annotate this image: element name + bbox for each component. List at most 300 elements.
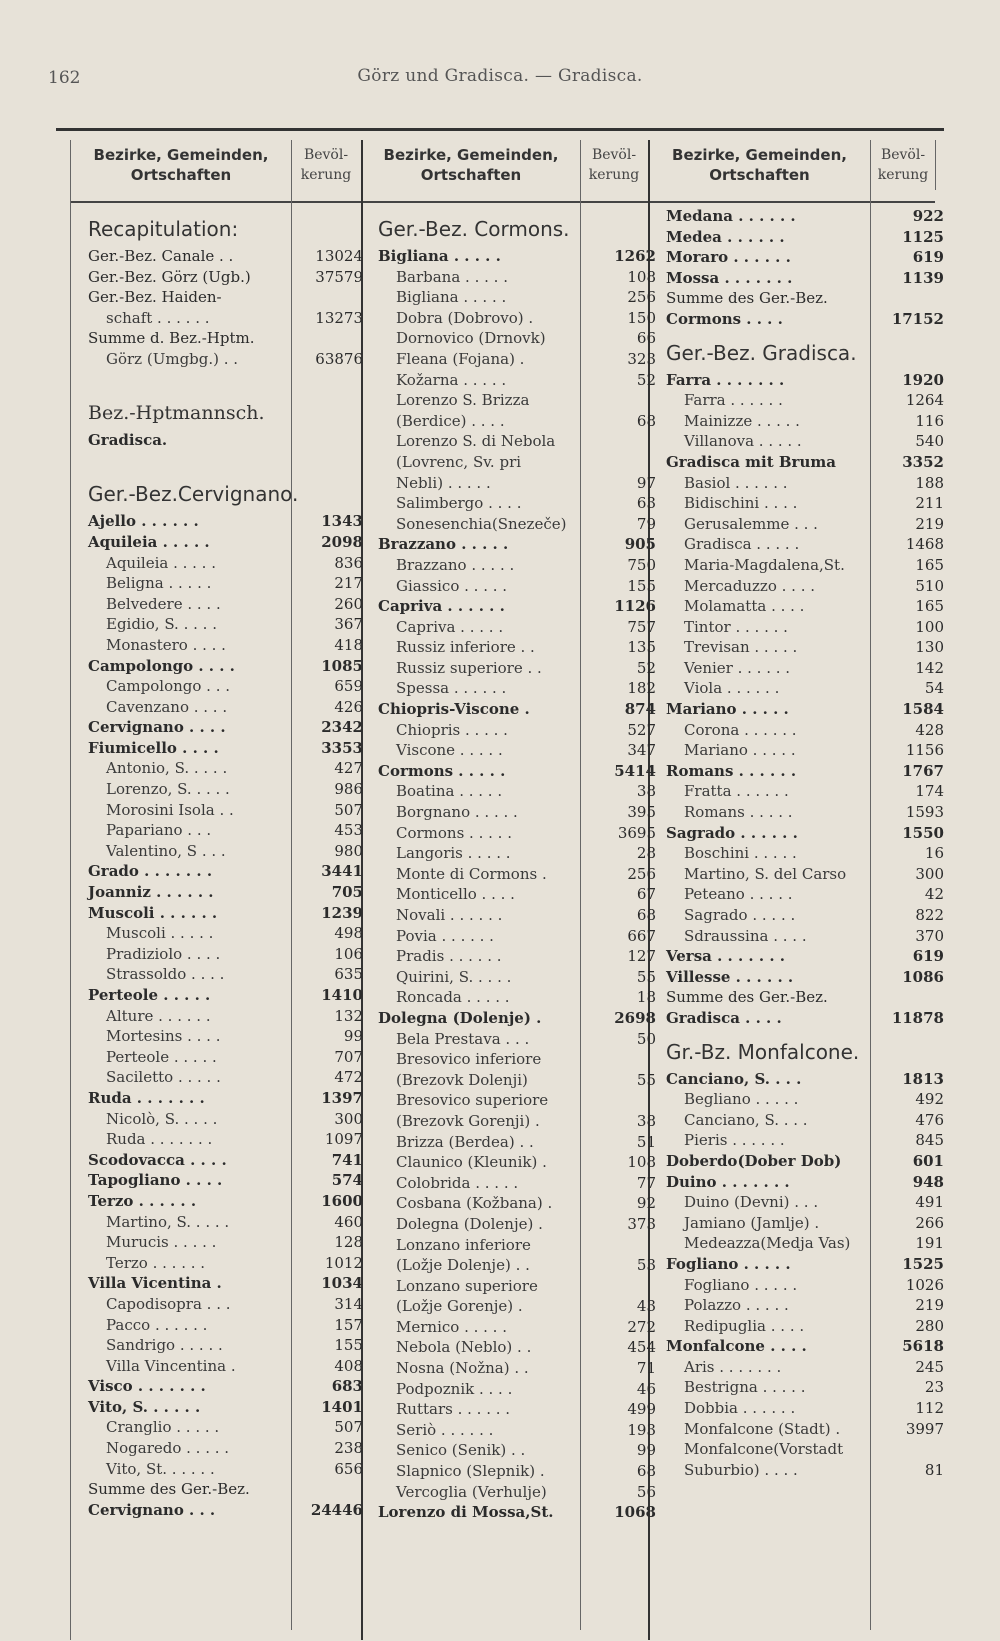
place-name: Langoris . . . . . [396,844,511,863]
locality-row [666,637,944,658]
place-name: (Ložje Dolenje) . . [396,1256,530,1275]
header-label: Bevöl- kerung [588,147,640,183]
locality-row [378,473,656,494]
place-name: Novali . . . . . . [396,906,503,924]
column-rule [935,140,936,190]
population-value: 174 [915,782,944,801]
population-value: 667 [627,926,656,945]
locality-row [378,493,656,514]
place-name: Monte di Cormons . [396,864,547,883]
place-name: Beligna . . . . . [106,574,212,593]
population-value: 1600 [321,1191,363,1210]
population-value: 705 [331,883,363,902]
locality-row [378,1461,656,1482]
table-row [666,288,944,309]
section-heading [666,1029,944,1069]
locality-row [378,1235,656,1256]
population-value: 1264 [905,391,944,410]
population-value: 314 [334,1294,363,1313]
place-name: Dobra (Dobrovo) . [396,308,534,327]
population-value: 54 [924,679,944,698]
place-name: Monfalcone (Stadt) . [684,1419,841,1438]
place-name: Gerusalemme . . . [684,514,818,533]
place-name: Chiopris . . . . . [396,720,508,739]
locality-row [666,555,944,576]
locality-row [378,1296,656,1317]
locality-row [88,820,363,841]
place-name: Dornovico (Drnovk) [396,329,546,348]
locality-row [88,923,363,944]
place-name: Ruttars . . . . . . [396,1400,511,1419]
locality-row [378,1482,656,1503]
locality-row [88,1417,363,1438]
population-value: 63 [636,494,656,513]
place-name: Antonio, S. . . . . [106,759,228,778]
population-value: 92 [636,1194,656,1213]
population-value: 367 [334,615,363,634]
population-value: 472 [334,1068,363,1087]
place-name: Görz (Umgbg.) . . [106,349,239,368]
population-value: 16 [924,844,944,863]
population-value: 498 [334,924,363,943]
locality-row [378,308,656,329]
place-name: Monfalcone(Vorstadt [684,1440,844,1459]
place-name: Lorenzo di Mossa,St. [378,1503,554,1522]
population-value: 211 [915,494,944,513]
locality-row [378,987,656,1008]
population-value: 476 [915,1110,944,1129]
place-name: Mercaduzzo . . . . [684,576,815,595]
place-name: Medana . . . . . . [666,207,796,225]
commune-row [88,717,363,738]
population-value: 1468 [905,535,944,554]
population-value: 373 [627,1214,656,1233]
locality-row [666,740,944,761]
population-value: 132 [334,1006,363,1025]
place-name: Tintor . . . . . . [684,617,788,636]
population-value: 3352 [902,452,944,471]
population-value: 1068 [614,1503,656,1522]
place-name: Gr.-Bz. Monfalcone. [666,1039,860,1064]
population-value: 191 [915,1234,944,1253]
place-name: Brizza (Berdea) . . [396,1132,534,1151]
locality-row [378,267,656,288]
population-value: 1593 [905,803,944,822]
population-value: 619 [912,947,944,966]
commune-row [88,511,363,532]
commune-row [666,946,944,967]
locality-row [378,802,656,823]
place-name: Lorenzo S. di Nebola [396,432,556,451]
place-name: Suburbio) . . . . [684,1460,798,1479]
locality-row [378,390,656,411]
population-value: 52 [636,658,656,677]
population-value: 741 [331,1150,363,1169]
commune-row [88,1170,363,1191]
commune-row [88,430,363,451]
locality-row [88,1109,363,1130]
population-value: 1097 [324,1130,363,1149]
population-value: 527 [627,720,656,739]
place-name: Sagrado . . . . . [684,906,796,924]
place-name: Cranglio . . . . . [106,1418,220,1437]
place-name: Campolongo . . . [106,677,231,696]
place-name: Vito, St. . . . . . [106,1459,215,1478]
place-name: Tapogliano . . . . [88,1171,223,1190]
population-value: 418 [334,635,363,654]
locality-row [378,946,656,967]
locality-row [666,1419,944,1440]
place-name: Canciano, S. . . . [684,1110,808,1129]
place-name: (Berdice) . . . . [396,411,505,430]
population-value: 1034 [321,1274,363,1293]
place-name: Summe d. Bez.-Hptm. [88,329,255,348]
population-value: 46 [636,1379,656,1398]
locality-row [88,349,363,370]
place-name: Saciletto . . . . . [106,1068,221,1087]
place-name: Bigliana . . . . . [396,288,507,307]
population-value: 1410 [321,986,363,1004]
table-row [88,287,363,308]
commune-row [378,1502,656,1523]
place-name: Boschini . . . . . [684,844,797,863]
place-name: Gradisca mit Bruma [666,452,836,471]
locality-row [666,1357,944,1378]
population-value: 3441 [321,862,363,881]
spacer [88,451,363,472]
commune-row [88,656,363,677]
place-name: (Brezovk Gorenji) . [396,1111,540,1130]
place-name: Dobbia . . . . . . [684,1399,796,1418]
commune-row [88,1191,363,1212]
place-name: Bidischini . . . . [684,494,798,513]
header-label: Bezirke, Gemeinden, Ortschaften [93,146,269,184]
place-name: Podpoznik . . . . [396,1379,513,1398]
commune-row [666,699,944,720]
place-name: Monastero . . . . [106,635,226,654]
locality-row [88,964,363,985]
commune-row [666,309,944,330]
population-value: 13024 [315,247,363,265]
locality-row [378,617,656,638]
population-value: 822 [915,906,944,924]
population-value: 77 [636,1173,656,1192]
place-name: Vercoglia (Verhulje) [396,1482,547,1501]
locality-row [378,678,656,699]
section-heading [88,206,363,246]
commune-row [378,1008,656,1029]
locality-row [378,1070,656,1091]
population-value: 108 [627,267,656,286]
place-name: Senico (Senik) . . [396,1441,526,1460]
population-value: 1012 [324,1253,363,1272]
commune-row [666,247,944,268]
place-name: Belvedere . . . . [106,594,221,613]
population-value: 266 [915,1213,944,1232]
place-name: Viscone . . . . . [396,741,503,760]
population-value: 1139 [902,268,944,287]
place-name: Trevisan . . . . . [684,638,798,657]
locality-row [88,1438,363,1459]
population-value: 97 [636,473,656,492]
locality-row [378,1090,656,1111]
population-value: 347 [627,741,656,760]
locality-row [666,802,944,823]
locality-row [88,1253,363,1274]
locality-row [378,349,656,370]
population-value: 127 [627,947,656,966]
place-name: Visco . . . . . . . [88,1377,206,1396]
population-value: 155 [334,1336,363,1355]
spacer [88,370,363,391]
population-value: 42 [924,885,944,904]
table-row [88,1479,363,1500]
place-name: Basiol . . . . . . [684,473,788,492]
population-value: 99 [343,1027,363,1046]
locality-row [88,573,363,594]
place-name: Duino . . . . . . . [666,1172,790,1191]
section-heading [378,206,656,246]
population-value: 491 [915,1193,944,1212]
place-name: Barbana . . . . . [396,267,508,286]
population-value: 874 [624,700,656,719]
place-name: Pacco . . . . . . [106,1315,208,1334]
place-name: Molamatta . . . . [684,597,805,616]
place-name: Doberdo(Dober Dob) [666,1151,842,1170]
population-value: 81 [924,1460,944,1479]
locality-row [378,514,656,535]
population-value: 106 [334,944,363,963]
population-value: 165 [915,597,944,616]
population-value: 1086 [902,967,944,986]
commune-row [88,532,363,553]
place-name: Ger.-Bez. Canale . . [88,247,234,265]
place-name: Ajello . . . . . . [88,512,199,531]
place-name: Venier . . . . . . [684,658,791,677]
place-name: Giassico . . . . . [396,576,508,595]
place-name: Corona . . . . . . [684,720,797,739]
population-value: 659 [334,677,363,696]
population-value: 427 [334,759,363,778]
commune-row [666,967,944,988]
place-name: Villa Vincentina . [106,1356,236,1375]
place-name: Bela Prestava . . . [396,1029,530,1048]
population-value: 922 [912,207,944,225]
locality-row [378,1214,656,1235]
place-name: Joanniz . . . . . . [88,883,214,902]
place-name: Redipuglia . . . . [684,1316,805,1335]
population-value: 1343 [321,512,363,531]
population-value: 38 [636,1111,656,1130]
header-label: Bezirke, Gemeinden, Ortschaften [672,146,847,184]
place-name: Cervignano . . . [88,1500,216,1519]
place-name: Vito, S. . . . . . [88,1397,201,1416]
commune-row [378,534,656,555]
place-name: Martino, S. . . . . [106,1212,230,1231]
locality-row [88,1047,363,1068]
place-name: (Brezovk Dolenji) [396,1070,528,1089]
locality-row [666,576,944,597]
locality-row [666,678,944,699]
place-name: Cormons . . . . . [396,823,512,842]
locality-row [666,1377,944,1398]
place-name: Bigliana . . . . . [378,247,501,265]
place-name: Lorenzo S. Brizza [396,391,530,410]
place-name: Ger.-Bez. Görz (Ugb.) [88,267,251,286]
population-value: 188 [915,473,944,492]
place-name: Monfalcone . . . . [666,1337,807,1356]
locality-row [378,1049,656,1070]
locality-row [666,1110,944,1131]
column-rule [70,140,71,1640]
commune-row [88,882,363,903]
place-name: Egidio, S. . . . . [106,615,217,634]
locality-row [88,1026,363,1047]
commune-row [666,206,944,227]
commune-row [88,1500,363,1521]
locality-row [378,967,656,988]
locality-row [378,431,656,452]
population-value: 193 [627,1420,656,1439]
locality-row [378,1193,656,1214]
locality-row [666,1275,944,1296]
population-value: 948 [912,1172,944,1191]
population-value: 395 [627,803,656,822]
place-name: Nebli) . . . . . [396,473,491,492]
locality-row [378,1379,656,1400]
column-header-3 [650,145,869,185]
locality-row [378,1029,656,1050]
population-value: 1085 [321,656,363,675]
place-name: Muscoli . . . . . [106,924,214,943]
commune-row [666,761,944,782]
place-name: Bestrigna . . . . . [684,1378,806,1397]
population-value: 656 [334,1459,363,1478]
locality-row [666,534,944,555]
table-row [88,246,363,267]
commune-row [666,1069,944,1090]
population-value: 219 [915,1296,944,1315]
population-value: 37579 [315,267,363,286]
population-value: 219 [915,514,944,533]
locality-row [88,676,363,697]
place-name: Nicolò, S. . . . . [106,1109,218,1128]
place-name: Chiopris-Viscone . [378,700,530,719]
header-rule [70,201,935,203]
column-header-1 [72,145,290,185]
place-name: Ger.-Bez.Cervignano. [88,482,299,507]
place-name: Terzo . . . . . . [106,1253,206,1272]
population-value: 454 [627,1338,656,1357]
locality-row [666,884,944,905]
locality-row [88,1212,363,1233]
locality-row [666,864,944,885]
population-header-2 [581,145,647,185]
population-value: 182 [627,679,656,698]
population-value: 3997 [905,1419,944,1438]
locality-row [378,1440,656,1461]
place-name: Peteano . . . . . [684,885,793,904]
population-value: 1026 [905,1275,944,1294]
population-value: 1262 [614,247,656,265]
place-name: Murucis . . . . . [106,1233,217,1252]
locality-row [88,1129,363,1150]
population-value: 272 [627,1317,656,1336]
locality-row [88,553,363,574]
locality-row [666,493,944,514]
place-name: Mariano . . . . . [684,741,796,760]
population-value: 507 [334,1418,363,1437]
locality-row [378,287,656,308]
population-value: 217 [334,574,363,593]
column-2 [378,206,656,1523]
locality-row [378,328,656,349]
population-value: 5414 [614,761,656,780]
population-value: 683 [331,1377,363,1396]
place-name: Monticello . . . . [396,885,515,904]
locality-row [666,431,944,452]
population-value: 23 [924,1378,944,1397]
place-name: Bez.-Hptmannsch. [88,402,265,425]
place-name: Muscoli . . . . . . [88,903,218,922]
population-value: 499 [627,1400,656,1419]
locality-row [88,1294,363,1315]
population-value: 836 [334,553,363,572]
locality-row [666,1295,944,1316]
place-name: Capriva . . . . . [396,617,504,636]
place-name: Duino (Devni) . . . [684,1193,819,1212]
place-name: Nogaredo . . . . . [106,1439,230,1458]
place-name: Cavenzano . . . . [106,697,228,716]
place-name: Mernico . . . . . [396,1317,507,1336]
locality-row [88,1356,363,1377]
commune-row [88,738,363,759]
page-number: 162 [48,68,81,88]
place-name: Aris . . . . . . . [684,1357,782,1376]
population-value: 11878 [891,1008,944,1027]
place-name: Seriò . . . . . . [396,1420,494,1439]
locality-row [666,1192,944,1213]
place-name: Fratta . . . . . . [684,782,789,801]
section-heading [666,330,944,370]
place-name: Ruda . . . . . . . [106,1130,213,1149]
locality-row [88,800,363,821]
section-heading [88,390,363,430]
commune-row [666,1254,944,1275]
locality-row [378,452,656,473]
locality-row [378,1420,656,1441]
population-value: 619 [912,248,944,267]
place-name: Pradiziolo . . . . [106,944,221,963]
population-value: 52 [636,370,656,389]
locality-row [666,617,944,638]
population-value: 1767 [902,761,944,780]
place-name: Aquileia . . . . . [106,553,216,572]
place-name: Bresovico inferiore [396,1050,542,1069]
place-name: Colobrida . . . . . [396,1173,519,1192]
population-header-1 [292,145,360,185]
population-value: 56 [636,1482,656,1501]
place-name: Fogliano . . . . . [666,1254,791,1273]
locality-row [666,1130,944,1151]
place-name: (Ložje Gorenje) . [396,1297,523,1316]
population-value: 165 [915,555,944,574]
place-name: Mossa . . . . . . . [666,268,793,287]
place-name: Claunico (Kleunik) . [396,1153,547,1172]
place-name: Versa . . . . . . . [666,947,785,966]
place-name: Morosini Isola . . [106,800,234,819]
place-name: Pradis . . . . . . [396,947,502,966]
